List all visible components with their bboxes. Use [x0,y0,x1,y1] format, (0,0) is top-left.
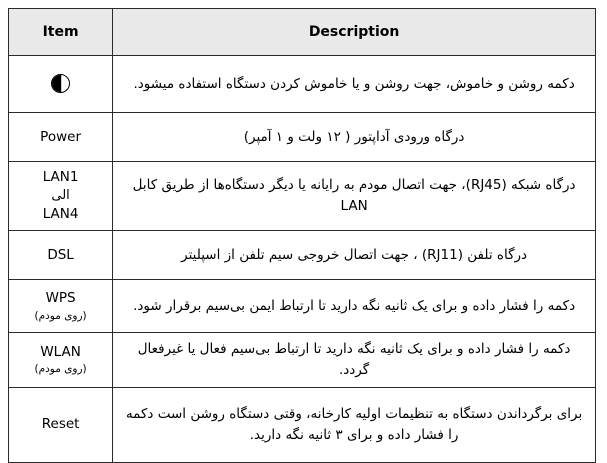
row-description: دکمه را فشار داده و برای یک ثانیه نگه دارید تا ارتباط ایمن بی‌سیم برقرار شود. [113,279,596,332]
row-item-label-secondary: LAN4 [42,206,79,223]
row-item: DSL [9,230,113,279]
row-item-sublabel: (روی مودم) [34,309,87,322]
table-body [9,56,596,463]
row-item: Power [9,113,113,162]
row-description: دکمه روشن و خاموش، جهت روشن و یا خاموش کردن دستگاه استفاده میشود. [113,56,596,113]
row-item-label: WLAN [40,343,81,360]
row-item [9,162,113,231]
row-description: درگاه تلفن (RJ11) ، جهت اتصال خروجی سیم تلفن از اسپلیتر [113,230,596,279]
row-item [9,56,113,113]
table-header [9,9,596,56]
row-item: Reset [9,387,113,462]
table-row [9,162,596,231]
row-item-label-connector: الی [51,187,70,203]
table-row [9,56,596,113]
table-row [9,332,596,387]
table-row [9,113,596,162]
column-header-description: Description [113,9,596,56]
table-row [9,230,596,279]
row-description: درگاه شبکه (RJ45)، جهت اتصال مودم به رایانه یا دیگر دستگاه‌ها از طریق کابل LAN [113,162,596,231]
table-row [9,279,596,332]
specification-table [8,8,596,463]
power-symbol-icon [51,74,70,93]
row-item [9,332,113,387]
column-header-item: Item [9,9,113,56]
row-item-label: WPS [45,289,76,306]
row-item-sublabel: (روی مودم) [34,363,87,376]
table-header-row [9,9,596,56]
row-description: دکمه را فشار داده و برای یک ثانیه نگه دارید تا ارتباط بی‌سیم فعال یا غیرفعال گردد. [113,332,596,387]
row-description: درگاه ورودی آداپتور ( ۱۲ ولت و ۱ آمپر) [113,113,596,162]
row-item-label-primary: LAN1 [42,169,79,185]
table-row [9,387,596,462]
row-description: برای برگرداندن دستگاه به تنظیمات اولیه کارخانه، وقتی دستگاه روشن است دکمه را فشار داده و برای ۳ ثانیه نگه دارید. [113,387,596,462]
row-item [9,279,113,332]
document-page [0,8,607,443]
